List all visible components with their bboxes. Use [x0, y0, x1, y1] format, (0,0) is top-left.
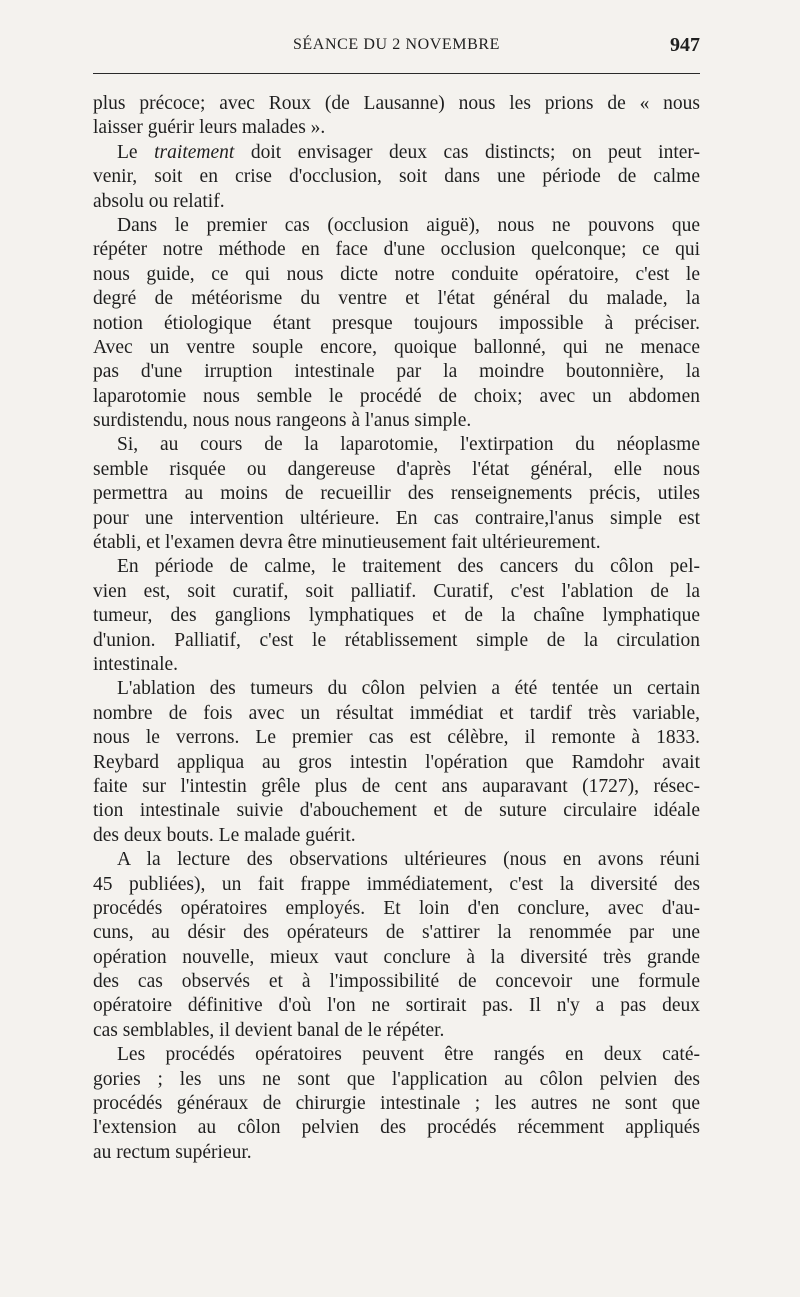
- paragraph-7: [93, 848, 700, 1043]
- text-line: laisser guérir leurs malades ».: [93, 117, 326, 139]
- text-line: établi, et l'examen devra être minutieusement fait ultérieurement.: [93, 532, 601, 554]
- text-line: d'union. Palliatif, c'est le rétablissement simple de la circulation: [93, 629, 700, 651]
- paragraph-2: [93, 141, 700, 214]
- text-line: En période de calme, le traitement des cancers du côlon pel-: [117, 556, 700, 578]
- text-line: A la lecture des observations ultérieures (nous en avons réuni: [117, 849, 700, 871]
- header-rule: [93, 73, 700, 74]
- text-line: opération nouvelle, mieux vaut conclure à la diversité très grande: [93, 946, 700, 968]
- text-line: Dans le premier cas (occlusion aiguë), nous ne pouvons que: [117, 214, 700, 236]
- text-line: semble risquée ou dangereuse d'après l'état général, elle nous: [93, 458, 700, 480]
- text-line: Avec un ventre souple encore, quoique ballonné, qui ne menace: [93, 336, 700, 358]
- text-line: pour une intervention ultérieure. En cas contraire,l'anus simple est: [93, 507, 700, 529]
- text-line: Si, au cours de la laparotomie, l'extirpation du néoplasme: [117, 434, 700, 456]
- text-line: pas d'une irruption intestinale par la moindre boutonnière, la: [93, 361, 700, 383]
- text-line: répéter notre méthode en face d'une occlusion quelconque; ce qui: [93, 239, 700, 261]
- text-line: l'extension au côlon pelvien des procédés récemment appliqués: [93, 1117, 700, 1139]
- text-line: Les procédés opératoires peuvent être rangés en deux caté-: [117, 1044, 700, 1066]
- text-line: cuns, au désir des opérateurs de s'attirer la renommée par une: [93, 922, 700, 944]
- text-line: procédés généraux de chirurgie intestinale ; les autres ne sont que: [93, 1093, 700, 1115]
- text-line: 45 publiées), un fait frappe immédiatement, c'est la diversité des: [93, 873, 700, 895]
- text-fragment: doit envisager deux cas distincts; on peut inter-: [234, 141, 700, 163]
- text-line: vien est, soit curatif, soit palliatif. Curatif, c'est l'ablation de la: [93, 580, 700, 602]
- text-line: procédés opératoires employés. Et loin d'en conclure, avec d'au-: [93, 897, 700, 919]
- text-line: intestinale.: [93, 653, 179, 675]
- text-line: [93, 141, 700, 165]
- text-line: des cas observés et à l'impossibilité de concevoir une formule: [93, 971, 700, 993]
- text-line: plus précoce; avec Roux (de Lausanne) nous les prions de « nous: [93, 93, 700, 114]
- running-title: SÉANCE DU 2 NOVEMBRE: [292, 36, 501, 53]
- text-line: L'ablation des tumeurs du côlon pelvien a été tentée un certain: [117, 678, 700, 700]
- text-line: venir, soit en crise d'occlusion, soit dans une période de calme: [93, 166, 700, 188]
- text-line: tumeur, des ganglions lymphatiques et de la chaîne lymphatique: [93, 605, 700, 627]
- text-line: nous le verrons. Le premier cas est célèbre, il remonte à 1833.: [93, 727, 700, 749]
- text-line: Reybard appliqua au gros intestin l'opération que Ramdohr avait: [93, 751, 700, 773]
- text-line: tion intestinale suivie d'abouchement et de suture circulaire idéale: [93, 800, 700, 822]
- text-line: gories ; les uns ne sont que l'application au côlon pelvien des: [93, 1068, 700, 1090]
- text-line: cas semblables, il devient banal de le répéter.: [93, 1019, 445, 1041]
- italic-term: traitement: [154, 141, 235, 163]
- paragraph-5: [93, 555, 700, 677]
- text-line: degré de météorisme du ventre et l'état général du malade, la: [93, 288, 700, 310]
- paragraph-4: [93, 433, 700, 555]
- text-line: notion étiologique étant presque toujours impossible à préciser.: [93, 312, 700, 334]
- paragraph-1: [93, 92, 700, 141]
- body-text: [93, 92, 700, 1165]
- text-line: faite sur l'intestin grêle plus de cent ans auparavant (1727), résec-: [93, 775, 700, 797]
- text-line: nombre de fois avec un résultat immédiat et tardif très variable,: [93, 702, 700, 724]
- paragraph-3: [93, 214, 700, 434]
- text-line: permettra au moins de recueillir des renseignements précis, utiles: [93, 483, 700, 505]
- paragraph-8: [93, 1043, 700, 1165]
- paragraph-6: [93, 677, 700, 848]
- page-number: 947: [670, 34, 700, 56]
- text-line: des deux bouts. Le malade guérit.: [93, 824, 356, 846]
- text-line: laparotomie nous semble le procédé de choix; avec un abdomen: [93, 385, 700, 407]
- text-line: au rectum supérieur.: [93, 1141, 252, 1163]
- text-line: opératoire définitive d'où l'on ne sortirait pas. Il n'y a pas deux: [93, 995, 700, 1017]
- text-line: surdistendu, nous nous rangeons à l'anus simple.: [93, 410, 472, 432]
- text-line: absolu ou relatif.: [93, 190, 225, 212]
- text-line: nous guide, ce qui nous dicte notre conduite opératoire, c'est le: [93, 263, 700, 285]
- running-head: [93, 34, 700, 60]
- text-fragment: Le: [117, 141, 155, 163]
